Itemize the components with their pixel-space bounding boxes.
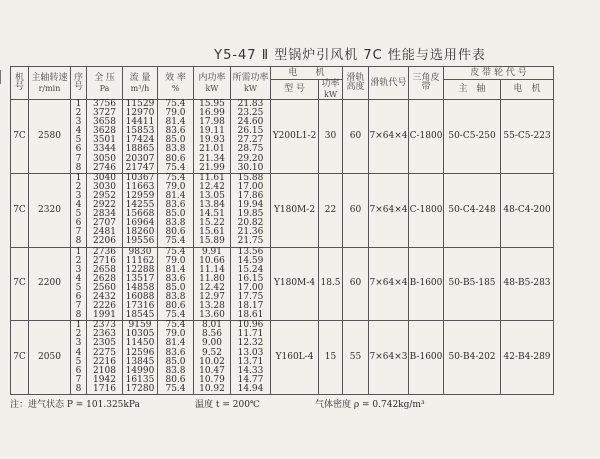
flow-value: 14255 [125, 200, 155, 211]
efficiency [158, 173, 194, 247]
required-power-value: 24.60 [237, 117, 264, 128]
table-row [11, 173, 554, 247]
pulley-motor: 55-C5-223 [501, 100, 554, 174]
pressure-value: 2628 [93, 273, 116, 284]
flow-value: 14411 [125, 117, 155, 128]
efficiency-value: 83.8 [165, 144, 186, 155]
internal-power-value: 13.60 [199, 310, 225, 321]
seq-value: 3 [75, 338, 82, 349]
internal-power-value: 15.95 [199, 99, 225, 109]
internal-power-value: 17.98 [199, 117, 225, 128]
pressure-value: 2206 [93, 236, 116, 247]
efficiency-value: 81.4 [165, 190, 186, 201]
seq-value: 5 [75, 209, 82, 220]
header-rail-height: 滑轨高度 [343, 67, 369, 100]
pressure-value: 2922 [93, 200, 116, 211]
motor-model: Y180M-4 [271, 247, 319, 321]
efficiency-value: 83.6 [165, 347, 186, 358]
internal-power-value: 10.92 [199, 383, 225, 394]
pressure-value: 2432 [93, 291, 116, 302]
performance-table [10, 66, 554, 395]
pressure-value: 2275 [93, 347, 116, 358]
internal-power-value: 10.66 [199, 255, 225, 266]
speed: 2320 [29, 173, 71, 247]
header-efficiency: 效 率 % [158, 67, 194, 100]
flow-value: 10367 [125, 172, 155, 183]
flow [123, 173, 158, 247]
header-pulley-main: 主 轴 [444, 80, 501, 100]
speed: 2200 [29, 247, 71, 321]
required-power [231, 173, 271, 247]
required-power-value: 29.20 [237, 153, 264, 164]
header-motor-model: 型 号 [271, 80, 319, 100]
seq-value: 5 [75, 356, 82, 367]
seq-value: 2 [75, 181, 82, 192]
seq-value: 4 [75, 126, 82, 137]
pressure-value: 3050 [93, 153, 116, 164]
required-power-value: 21.83 [237, 99, 264, 109]
required-power-value: 17.00 [237, 282, 264, 293]
header-seq: 序号 [71, 67, 87, 100]
pulley-main: 50-C5-250 [444, 100, 501, 174]
seq-value: 3 [75, 264, 82, 275]
internal-power-value: 15.22 [199, 218, 225, 229]
pressure-value: 3030 [93, 181, 116, 192]
internal-power [194, 173, 231, 247]
rail-height: 55 [343, 321, 369, 395]
flow-value: 21747 [125, 162, 155, 173]
seq-value: 6 [75, 291, 82, 302]
internal-power-value: 12.42 [199, 181, 225, 192]
internal-power-value: 14.51 [199, 209, 225, 220]
internal-power-value: 11.61 [199, 172, 225, 183]
seq-value: 2 [75, 108, 82, 119]
pressure-value: 2707 [93, 218, 116, 229]
motor-model: Y200L1-2 [271, 100, 319, 174]
internal-power-value: 15.61 [199, 227, 225, 238]
efficiency-value: 80.6 [165, 227, 186, 238]
efficiency-value: 83.8 [165, 218, 186, 229]
pressure-value: 2746 [93, 162, 116, 173]
required-power-value: 17.86 [237, 190, 264, 201]
internal-power-value: 12.42 [199, 282, 225, 293]
internal-power-value: 21.34 [199, 153, 225, 164]
required-power-value: 18.61 [237, 310, 264, 321]
seq-value: 7 [75, 227, 82, 238]
required-power-value: 16.15 [237, 273, 264, 284]
internal-power-value: 19.11 [199, 126, 225, 137]
required-power-value: 13.71 [237, 356, 264, 367]
pressure-value: 1716 [93, 383, 116, 394]
efficiency-value: 85.0 [165, 135, 186, 146]
flow-value: 15853 [125, 126, 155, 137]
rail-code: 7×64×4 [369, 247, 409, 321]
seq-value: 3 [75, 190, 82, 201]
required-power-value: 10.96 [237, 320, 264, 331]
pressure-value: 2952 [93, 190, 116, 201]
seq-value: 2 [75, 255, 82, 266]
table-row [11, 247, 554, 321]
required-power [231, 100, 271, 174]
seq-value: 3 [75, 117, 82, 128]
pressure-value: 2216 [93, 356, 116, 367]
pressure-value: 3501 [93, 135, 116, 146]
efficiency-value: 75.4 [165, 172, 186, 183]
required-power-value: 11.71 [237, 329, 264, 340]
efficiency-value: 85.0 [165, 209, 186, 220]
seq [71, 321, 87, 395]
flow-value: 16088 [125, 291, 155, 302]
efficiency-value: 83.8 [165, 365, 186, 376]
v-belt: B-1600 [409, 247, 444, 321]
flow [123, 247, 158, 321]
motor-power: 22 [319, 173, 343, 247]
pressure-value: 3344 [93, 144, 116, 155]
efficiency-value: 83.8 [165, 291, 186, 302]
internal-power-value: 10.79 [199, 374, 225, 385]
required-power-value: 21.75 [237, 236, 264, 247]
flow-value: 17316 [125, 301, 155, 312]
efficiency-value: 79.0 [165, 108, 186, 119]
required-power-value: 20.82 [237, 218, 264, 229]
pressure-value: 1991 [93, 310, 116, 321]
rail-height: 60 [343, 100, 369, 174]
seq-value: 4 [75, 273, 82, 284]
note-inlet-state: 注：进气状态 P = 101.325kPa [10, 400, 140, 410]
header-v-belt: 三角皮带 [409, 67, 444, 100]
pulley-main: 50-C4-248 [444, 173, 501, 247]
required-power-value: 17.75 [237, 291, 264, 302]
internal-power-value: 16.99 [199, 108, 225, 119]
efficiency-value: 79.0 [165, 181, 186, 192]
seq-value: 4 [75, 200, 82, 211]
pulley-motor: 48-B5-283 [501, 247, 554, 321]
pressure-value: 2373 [93, 320, 116, 331]
efficiency-value: 75.4 [165, 320, 186, 331]
pressure-value: 2226 [93, 301, 116, 312]
efficiency-value: 75.4 [165, 236, 186, 247]
efficiency-value: 75.4 [165, 246, 186, 257]
header-required-power: 所需功率 kW [231, 67, 271, 100]
flow [123, 321, 158, 395]
header-internal-power: 内功率 kW [194, 67, 231, 100]
pressure-value: 3727 [93, 108, 116, 119]
flow-value: 17424 [125, 135, 155, 146]
flow-value: 9159 [128, 320, 152, 331]
required-power-value: 19.85 [237, 209, 264, 220]
seq-value: 1 [75, 99, 82, 109]
seq [71, 173, 87, 247]
efficiency-value: 79.0 [165, 329, 186, 340]
efficiency-value: 81.4 [165, 338, 186, 349]
internal-power-value: 8.56 [201, 329, 223, 340]
header-pressure: 全 压 Pa [87, 67, 123, 100]
flow-value: 15668 [125, 209, 155, 220]
pressure-value: 3628 [93, 126, 116, 137]
efficiency-value: 83.6 [165, 273, 186, 284]
seq-value: 7 [75, 301, 82, 312]
required-power-value: 28.75 [237, 144, 264, 155]
flow-value: 14858 [125, 282, 155, 293]
motor-model: Y160L-4 [271, 321, 319, 395]
header-pulley-motor: 电 机 [501, 80, 554, 100]
efficiency [158, 321, 194, 395]
pulley-motor: 48-C4-200 [501, 173, 554, 247]
required-power-value: 27.27 [237, 135, 264, 146]
internal-power-value: 15.89 [199, 236, 225, 247]
required-power-value: 14.59 [237, 255, 264, 266]
seq-value: 1 [75, 320, 82, 331]
machine-no: 7C [11, 247, 29, 321]
seq-value: 8 [75, 236, 82, 247]
pulley-motor: 42-B4-289 [501, 321, 554, 395]
flow-value: 11529 [125, 99, 155, 109]
required-power-value: 21.36 [237, 227, 264, 238]
pressure-value: 3040 [93, 172, 116, 183]
required-power-value: 14.77 [237, 374, 264, 385]
motor-power: 18.5 [319, 247, 343, 321]
table-row [11, 100, 554, 174]
internal-power-value: 10.47 [199, 365, 225, 376]
internal-power-value: 10.02 [199, 356, 225, 367]
page-title: Y5-47 Ⅱ 型锅炉引风机 7C 性能与选用件表 [214, 48, 486, 63]
internal-power-value: 12.97 [199, 291, 225, 302]
flow-value: 11663 [125, 181, 155, 192]
required-power-value: 17.00 [237, 181, 264, 192]
seq [71, 100, 87, 174]
motor-model: Y180M-2 [271, 173, 319, 247]
table-notes [10, 397, 570, 411]
pressure [87, 100, 123, 174]
seq-value: 6 [75, 144, 82, 155]
flow-value: 18545 [125, 310, 155, 321]
internal-power [194, 247, 231, 321]
flow-value: 10305 [125, 329, 155, 340]
v-belt: B-1600 [409, 321, 444, 395]
flow-value: 9830 [128, 246, 152, 257]
efficiency-value: 75.4 [165, 162, 186, 173]
internal-power-value: 9.91 [201, 246, 223, 257]
header-motor-power: 功率 kW [319, 80, 343, 100]
rail-height: 60 [343, 173, 369, 247]
flow-value: 12596 [125, 347, 155, 358]
efficiency-value: 79.0 [165, 255, 186, 266]
required-power [231, 247, 271, 321]
header-flow: 流 量 m³/h [123, 67, 158, 100]
pulley-main: 50-B4-202 [444, 321, 501, 395]
seq [71, 247, 87, 321]
efficiency-value: 80.6 [165, 153, 186, 164]
internal-power [194, 321, 231, 395]
internal-power-value: 21.01 [199, 144, 225, 155]
required-power-value: 15.24 [237, 264, 264, 275]
flow-value: 13517 [125, 273, 155, 284]
required-power-value: 14.33 [237, 365, 264, 376]
flow-value: 20307 [125, 153, 155, 164]
internal-power-value: 13.28 [199, 301, 225, 312]
pressure-value: 3756 [93, 99, 116, 109]
speed: 2580 [29, 100, 71, 174]
internal-power [194, 100, 231, 174]
flow-value: 11162 [125, 255, 155, 266]
efficiency-value: 75.4 [165, 99, 186, 109]
efficiency-value: 85.0 [165, 282, 186, 293]
internal-power-value: 19.93 [199, 135, 225, 146]
seq-value: 8 [75, 310, 82, 321]
efficiency [158, 100, 194, 174]
internal-power-value: 13.05 [199, 190, 225, 201]
machine-no: 7C [11, 321, 29, 395]
pressure-value: 2736 [93, 246, 116, 257]
pressure-value: 2363 [93, 329, 116, 340]
seq-value: 2 [75, 329, 82, 340]
flow-value: 16135 [125, 374, 155, 385]
flow-value: 18260 [125, 227, 155, 238]
note-temperature: 温度 t = 200℃ [195, 400, 260, 410]
seq-value: 6 [75, 218, 82, 229]
seq-value: 1 [75, 172, 82, 183]
pressure-value: 2834 [93, 209, 116, 220]
pressure-value: 2108 [93, 365, 116, 376]
pressure-value: 2716 [93, 255, 116, 266]
flow-value: 11450 [125, 338, 155, 349]
efficiency-value: 85.0 [165, 356, 186, 367]
pressure-value: 1942 [93, 374, 116, 385]
flow-value: 19556 [125, 236, 155, 247]
internal-power-value: 11.14 [199, 264, 225, 275]
required-power-value: 13.03 [237, 347, 264, 358]
internal-power-value: 9.52 [201, 347, 223, 358]
seq-value: 4 [75, 347, 82, 358]
internal-power-value: 8.01 [201, 320, 223, 331]
required-power-value: 23.25 [237, 108, 264, 119]
speed: 2050 [29, 321, 71, 395]
flow-value: 14990 [125, 365, 155, 376]
seq-value: 5 [75, 135, 82, 146]
efficiency-value: 83.6 [165, 200, 186, 211]
efficiency-value: 80.6 [165, 301, 186, 312]
efficiency-value: 83.6 [165, 126, 186, 137]
required-power-value: 14.94 [237, 383, 264, 394]
required-power [231, 321, 271, 395]
motor-power: 30 [319, 100, 343, 174]
efficiency [158, 247, 194, 321]
note-density: 气体密度 ρ = 0.742kg/m³ [315, 400, 425, 410]
flow-value: 12959 [125, 190, 155, 201]
seq-value: 7 [75, 374, 82, 385]
efficiency-value: 75.4 [165, 383, 186, 394]
pressure [87, 173, 123, 247]
efficiency-value: 80.6 [165, 374, 186, 385]
pulley-main: 50-B5-185 [444, 247, 501, 321]
seq-value: 8 [75, 162, 82, 173]
required-power-value: 13.56 [237, 246, 264, 257]
v-belt: C-1800 [409, 100, 444, 174]
internal-power-value: 13.84 [199, 200, 225, 211]
pressure-value: 2560 [93, 282, 116, 293]
seq-value: 8 [75, 383, 82, 394]
v-belt: C-1800 [409, 173, 444, 247]
required-power-value: 18.17 [237, 301, 264, 312]
rail-code: 7×64×4 [369, 100, 409, 174]
rail-height: 60 [343, 247, 369, 321]
required-power-value: 26.15 [237, 126, 264, 137]
pressure [87, 321, 123, 395]
flow-value: 13845 [125, 356, 155, 367]
internal-power-value: 21.99 [199, 162, 225, 173]
seq-value: 6 [75, 365, 82, 376]
required-power-value: 15.88 [237, 172, 264, 183]
seq-value: 1 [75, 246, 82, 257]
required-power-value: 19.94 [237, 200, 264, 211]
pressure-value: 2658 [93, 264, 116, 275]
pressure-value: 2481 [93, 227, 116, 238]
motor-power: 15 [319, 321, 343, 395]
pressure-value: 3658 [93, 117, 116, 128]
internal-power-value: 9.00 [201, 338, 223, 349]
flow-value: 16964 [125, 218, 155, 229]
flow-value: 17280 [125, 383, 155, 394]
flow-value: 12970 [125, 108, 155, 119]
page-margin-mark [0, 70, 7, 84]
required-power-value: 12.32 [237, 338, 264, 349]
efficiency-value: 75.4 [165, 310, 186, 321]
internal-power-value: 11.80 [199, 273, 225, 284]
seq-value: 7 [75, 153, 82, 164]
table-row [11, 321, 554, 395]
header-machine-no: 机号 [11, 67, 29, 100]
flow-value: 18865 [125, 144, 155, 155]
pressure [87, 247, 123, 321]
flow-value: 12288 [125, 264, 155, 275]
efficiency-value: 81.4 [165, 264, 186, 275]
header-motor: 电 机 [271, 67, 343, 80]
header-speed: 主轴转速 r/min [29, 67, 71, 100]
header-pulley-code: 皮 带 轮 代 号 [444, 67, 554, 80]
flow [123, 100, 158, 174]
efficiency-value: 81.4 [165, 117, 186, 128]
seq-value: 5 [75, 282, 82, 293]
required-power-value: 30.10 [237, 162, 264, 173]
header-rail-code: 滑轨代号 [369, 67, 409, 100]
rail-code: 7×64×4 [369, 173, 409, 247]
rail-code: 7×64×3 [369, 321, 409, 395]
pressure-value: 2305 [93, 338, 116, 349]
machine-no: 7C [11, 173, 29, 247]
machine-no: 7C [11, 100, 29, 174]
